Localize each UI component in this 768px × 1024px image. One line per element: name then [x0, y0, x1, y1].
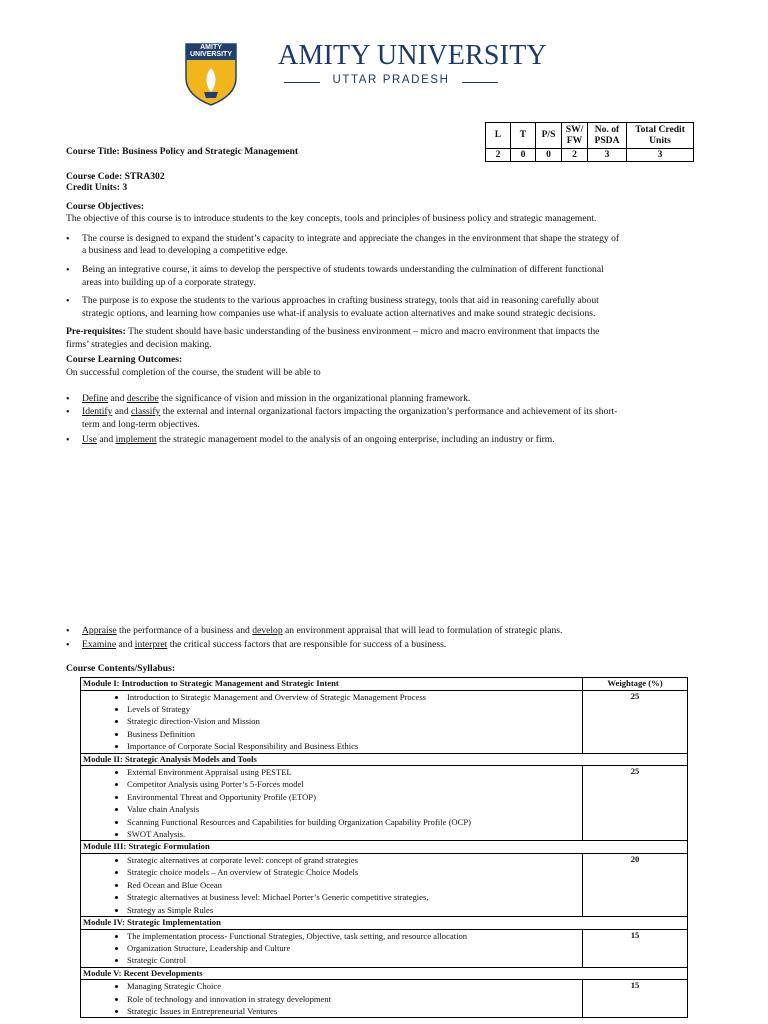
- list-item: • The implementation process- Functional Strategies, Objective, task setting, and resource allocation: [127, 930, 580, 942]
- logo-text: AMITY UNIVERSITY: [189, 44, 232, 58]
- outcome-2-text: the external and internal organizational factors impacting the organization’s performance and achievement of its short-: [162, 406, 618, 417]
- credit-header-swfw: SW/ FW: [562, 123, 588, 149]
- objective-1-line-1: The course is designed to expand the student’s capacity to integrate and appreciate the changes in the environment that shape the strategy of: [82, 233, 620, 244]
- credit-value-psda: 3: [588, 149, 627, 162]
- outcome-5: [82, 639, 446, 652]
- list-item: • Importance of Corporate Social Responsibility and Business Ethics: [127, 740, 580, 752]
- outcome-4: [82, 625, 562, 638]
- list-item: • Strategic choice models – An overview of Strategic Choice Models: [127, 866, 580, 878]
- module-3-topics: [81, 853, 583, 916]
- outcomes-intro: On successful completion of the course, the student will be able to: [66, 367, 321, 378]
- list-item: • Red Ocean and Blue Ocean: [127, 879, 580, 891]
- credit-header-ps: P/S: [536, 123, 562, 149]
- outcome-2-conj: and: [114, 406, 129, 417]
- outcome-5-verb-1: Examine: [82, 639, 117, 650]
- list-item: • Strategic alternatives at corporate level: concept of grand strategies: [127, 854, 580, 866]
- campus-rule-right: [462, 82, 498, 83]
- outcome-3: [82, 434, 555, 447]
- objective-1-line-2: a business and lead to developing a competitive edge.: [82, 245, 288, 256]
- prerequisites-line-2: firms’ strategies and decision making.: [66, 339, 212, 350]
- bullet-icon: •: [66, 407, 70, 418]
- credit-value-l: 2: [486, 149, 511, 162]
- list-item: • Role of technology and innovation in strategy development: [127, 993, 580, 1005]
- outcome-1-verb-2: describe: [126, 393, 159, 404]
- table-row: [81, 766, 688, 841]
- course-title: [66, 146, 298, 159]
- outcome-4-text: an environment appraisal that will lead to formulation of strategic plans.: [285, 625, 563, 636]
- objective-3-line-1: The purpose is to expose the students to the various approaches in crafting business strategy, tools that aid in reasoning carefully about: [82, 295, 599, 306]
- module-2-weightage: 25: [583, 766, 688, 841]
- table-row: [81, 929, 688, 967]
- table-row: [81, 678, 688, 691]
- table-row: [81, 853, 688, 916]
- outcome-3-verb-2: implement: [115, 434, 157, 445]
- syllabus-heading: Course Contents/Syllabus:: [66, 663, 176, 674]
- outcome-4-verb-2: develop: [252, 625, 283, 636]
- prerequisites-text: The student should have basic understanding of the business environment – micro and macro environment that impacts the: [128, 326, 600, 337]
- bullet-icon: •: [66, 626, 70, 637]
- outcome-2-line-2: term and long-term objectives.: [82, 419, 200, 430]
- course-title-label: Course Title:: [66, 146, 120, 157]
- list-item: • Organization Structure, Leadership and Culture: [127, 942, 580, 954]
- credit-table: [485, 122, 694, 162]
- table-row: [81, 841, 688, 854]
- campus-name: UTTAR PRADESH: [332, 74, 450, 86]
- objective-2-line-2: areas into building up of a corporate strategy.: [82, 277, 256, 288]
- outcome-2-verb-1: Identify: [82, 406, 113, 417]
- list-item: • Strategic Control: [127, 954, 580, 966]
- university-logo: [184, 42, 238, 106]
- syllabus-table: [80, 677, 688, 1018]
- outcome-2-verb-2: classify: [131, 406, 161, 417]
- outcome-3-verb-1: Use: [82, 434, 97, 445]
- weightage-header: Weightage (%): [583, 678, 688, 691]
- bullet-icon: •: [66, 265, 70, 276]
- list-item: • Strategic direction-Vision and Mission: [127, 715, 580, 727]
- outcome-5-conj: and: [118, 639, 133, 650]
- module-3-weightage: 20: [583, 853, 688, 916]
- module-5-topics: [81, 980, 583, 1018]
- module-4-title: Module IV: Strategic Implementation: [81, 917, 688, 930]
- table-row: [81, 753, 688, 766]
- bullet-icon: •: [66, 394, 70, 405]
- credit-header-l: L: [486, 123, 511, 149]
- objectives-heading: Course Objectives:: [66, 201, 145, 212]
- credit-units: [66, 182, 127, 195]
- module-5-weightage: 15: [583, 980, 688, 1018]
- credit-value-t: 0: [511, 149, 536, 162]
- credit-header-total: Total Credit Units: [627, 123, 694, 149]
- university-name: AMITY UNIVERSITY: [278, 40, 547, 71]
- credit-header-t: T: [511, 123, 536, 149]
- objective-3-line-2: strategic options, and learning how companies use what-if analysis to evaluate action alternatives and make sound strategic decisions.: [82, 308, 596, 319]
- module-4-topics: [81, 929, 583, 967]
- outcome-4-verb-1: Appraise: [82, 625, 117, 636]
- list-item: • Strategy as Simple Rules: [127, 904, 580, 916]
- campus-line: [284, 74, 498, 90]
- outcome-3-conj: and: [99, 434, 114, 445]
- outcome-1-text: the significance of vision and mission in the organizational planning framework.: [161, 393, 471, 404]
- list-item: • Competitor Analysis using Porter’s 5-Forces model: [127, 778, 580, 790]
- table-row: [81, 967, 688, 980]
- objective-2-line-1: Being an integrative course, it aims to develop the perspective of students towards understanding the culmination of different functional: [82, 264, 604, 275]
- list-item: • Environmental Threat and Opportunity Profile (ETOP): [127, 791, 580, 803]
- course-code-value: STRA302: [124, 171, 165, 182]
- outcome-5-text: the critical success factors that are responsible for success of a business.: [169, 639, 447, 650]
- module-4-weightage: 15: [583, 929, 688, 967]
- list-item: • Levels of Strategy: [127, 703, 580, 715]
- module-2-topics: [81, 766, 583, 841]
- list-item: • Value chain Analysis: [127, 803, 580, 815]
- course-title-value: Business Policy and Strategic Management: [122, 146, 299, 157]
- module-3-title: Module III: Strategic Formulation: [81, 841, 688, 854]
- list-item: • Strategic alternatives at business level: Michael Porter’s Generic competitive strategies,: [127, 891, 580, 903]
- bullet-icon: •: [66, 435, 70, 446]
- outcome-1-conj: and: [110, 393, 125, 404]
- outcome-1-verb-1: Define: [82, 393, 109, 404]
- table-row: [81, 980, 688, 1018]
- bullet-icon: •: [66, 234, 70, 245]
- outcome-2: [82, 406, 617, 419]
- table-row: [81, 917, 688, 930]
- list-item: • External Environment Appraisal using PESTEL: [127, 766, 580, 778]
- credit-value-swfw: 2: [562, 149, 588, 162]
- list-item: • Introduction to Strategic Management and Overview of Strategic Management Process: [127, 691, 580, 703]
- credit-value-total: 3: [627, 149, 694, 162]
- list-item: • Business Definition: [127, 728, 580, 740]
- bullet-icon: •: [66, 296, 70, 307]
- list-item: • Strategic Issues in Entrepreneurial Ventures: [127, 1005, 580, 1017]
- prerequisites-label: Pre-requisites:: [66, 326, 126, 337]
- list-item: • Scanning Functional Resources and Capabilities for building Organization Capability Profile (OCP): [127, 816, 580, 828]
- course-code-label: Course Code:: [66, 171, 123, 182]
- prerequisites-line-1: [66, 326, 599, 339]
- outcome-3-text: the strategic management model to the analysis of an ongoing enterprise, including an industry or firm.: [159, 434, 555, 445]
- bullet-icon: •: [66, 640, 70, 651]
- module-2-title: Module II: Strategic Analysis Models and Tools: [81, 753, 688, 766]
- credit-value-ps: 0: [536, 149, 562, 162]
- objectives-intro: The objective of this course is to introduce students to the key concepts, tools and principles of business policy and strategic management.: [66, 213, 597, 224]
- outcome-1: [82, 393, 470, 406]
- credit-header-psda: No. of PSDA: [588, 123, 627, 149]
- list-item: • SWOT Analysis.: [127, 828, 580, 840]
- module-1-topics: [81, 690, 583, 753]
- outcomes-heading: Course Learning Outcomes:: [66, 354, 183, 365]
- module-1-weightage: 25: [583, 690, 688, 753]
- outcome-4-conj: the performance of a business and: [119, 625, 250, 636]
- module-5-title: Module V: Recent Developments: [81, 967, 688, 980]
- credit-units-value: 3: [122, 182, 128, 193]
- outcome-5-verb-2: interpret: [134, 639, 168, 650]
- credit-units-label: Credit Units:: [66, 182, 120, 193]
- table-row: [81, 690, 688, 753]
- module-1-title: Module I: Introduction to Strategic Management and Strategic Intent: [81, 678, 583, 691]
- list-item: • Managing Strategic Choice: [127, 980, 580, 992]
